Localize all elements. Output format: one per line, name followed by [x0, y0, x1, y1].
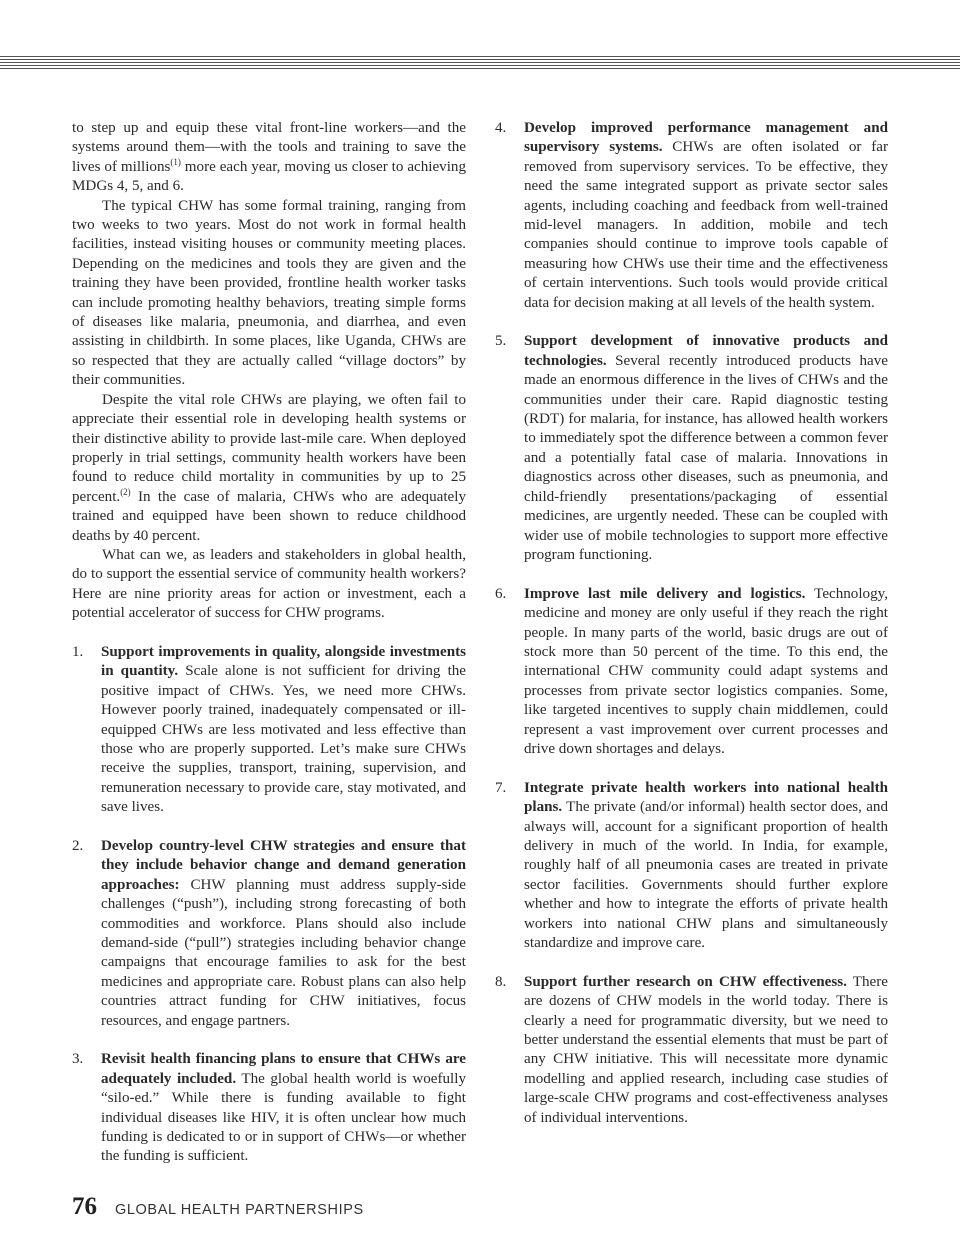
- header-rule: [0, 56, 960, 57]
- list-item: [495, 332, 888, 565]
- header-rule: [0, 62, 960, 63]
- list-item: [72, 643, 466, 818]
- item-title: Support development of innovative products and technologies.: [524, 333, 888, 369]
- item-number: 5.: [495, 333, 507, 350]
- header-rule: [0, 65, 960, 66]
- item-body: Several recently introduced products have made an enormous difference in the lives of CHWs and the communities under their care. Rapid diagnostic testing (RDT) for malaria, for instance, has allowed health workers to immediately spot the difference between a common fever and a potentially fatal case of malaria. Innovations in diagnostics across other diseases, such as pneumonia, and child-friendly presentations/packaging of essential medicines, are urgently needed. These can be coupled with wider use of mobile technologies to support more effective program functioning.: [524, 352, 888, 563]
- right-column: [495, 119, 888, 1128]
- page-footer: [72, 1193, 364, 1227]
- item-number: 4.: [495, 120, 507, 136]
- item-body: The private (and/or informal) health sector does, and always will, account for a significant proportion of health delivery in much of the world. In India, for example, roughly half of all pneumonia cases are treated in private sector facilities. Governments should further explore whether and how to integrate the efforts of private health workers into national CHW plans and simultaneously standardize and improve care.: [524, 799, 888, 952]
- list-item: [495, 119, 888, 313]
- paragraph-vital-role: Despite the vital role CHWs are playing, we often fail to appreciate their essential role in developing health systems or their distinctive ability to provide last-mile care. When deployed properly in trial settings, community health workers have been found to reduce child mortality in communities by up to 25 percent.$^{(2)}$ In the case of malaria, CHWs who are adequately trained and equipped have been shown to reduce childhood deaths by 40 percent.: [72, 391, 466, 544]
- list-item: [495, 973, 888, 1128]
- list-item: [495, 779, 888, 954]
- header-rule: [0, 68, 960, 69]
- item-title: Support improvements in quality, alongside investments in quantity.: [101, 643, 466, 680]
- item-title: Develop improved performance management and supervisory systems.: [524, 120, 888, 156]
- item-title: Develop country-level CHW strategies and ensure that they include behavior change and demand generation approaches:: [101, 838, 466, 893]
- item-title: Support further research on CHW effectiveness.: [524, 973, 847, 990]
- item-body: The global health world is woefully “silo-ed.” While there is funding available to fight individual diseases like HIV, it is often unclear how much funding is dedicated to or in support of CHWs—or whether the funding is sufficient.: [101, 1070, 466, 1165]
- list-item: [72, 837, 466, 1031]
- item-number: 8.: [495, 973, 507, 990]
- paragraph-intro: to step up and equip these vital front-line workers—and the systems around them—with the tools and training to save the lives of millions$^{(1)}$ more each year, moving us closer to achieving MDGs 4, 5, and 6.: [72, 120, 466, 195]
- item-number: 7.: [495, 779, 507, 796]
- footnote-ref: (2): [120, 486, 131, 497]
- item-number: 2.: [72, 838, 84, 854]
- paragraph-priorities: What can we, as leaders and stakeholders in global health, do to support the essential service of community health workers? Here are nine priority areas for action or investment, each a potential accelerator of success for CHW programs.: [72, 546, 466, 622]
- item-number: 1.: [72, 643, 84, 660]
- item-body: CHWs are often isolated or far removed from supervisory services. To be effective, they need the same integrated support as private sector sales agents, including coaching and feedback from well-trained mid-level managers. In addition, mobile and tech companies should continue to improve tools capable of measuring how CHWs use their time and the effectiveness of certain interventions. Such tools would provide critical data for decision making at all levels of the health system.: [524, 139, 888, 311]
- left-column: [72, 119, 466, 1167]
- item-title: Revisit health financing plans to ensure that CHWs are adequately included.: [101, 1051, 466, 1087]
- list-item: [495, 585, 888, 760]
- running-title: GLOBAL HEALTH PARTNERSHIPS: [115, 1202, 364, 1218]
- item-number: 6.: [495, 585, 507, 602]
- item-body: Technology, medicine and money are only useful if they reach the right people. In many parts of the world, basic drugs are out of stock more than 50 percent of the time. To this end, the international CHW community could adapt systems and processes from private sector logistics companies. Some, like targeted incentives to supply chain middlemen, could represent a vast improvement over current processes and drive down shortages and delays.: [524, 585, 888, 757]
- item-body: CHW planning must address supply-side challenges (“push”), including strong forecasting of both commodities and workforce. Plans should also include demand-side (“pull”) strategies including behavior change campaigns that encourage families to ask for the best medicines and appropriate care. Robust plans can also help countries attract funding for CHW initiatives, focus resources, and engage partners.: [101, 876, 466, 1029]
- item-body: Scale alone is not sufficient for driving the positive impact of CHWs. Yes, we need more CHWs. However poorly trained, inadequately compensated or ill-equipped CHWs are less motivated and less effective than those who are properly supported. Let’s make sure CHWs receive the supplies, transport, training, supervision, and remuneration necessary to provide care, stay motivated, and save lives.: [101, 663, 467, 816]
- paragraph-typical-chw: The typical CHW has some formal training, ranging from two weeks to two years. Most do not work in formal health facilities, instead visiting houses or community meeting places. Depending on the medicines and tools they are given and the training they have been provided, frontline health worker tasks can include promoting healthy behaviors, treating simple forms of diseases like malaria, pneumonia, and diarrhea, and even assisting in childbirth. In some places, like Uganda, CHWs are so respected that they are actually called “village doctors” by their communities.: [72, 197, 466, 389]
- page-number: 76: [72, 1193, 97, 1220]
- item-body: There are dozens of CHW models in the world today. There is clearly a need for programmatic diversity, but we need to better understand the essential elements that must be part of any CHW initiative. This will necessitate more dynamic modelling and applied research, including case studies of large-scale CHW programs and cost-effectiveness analyses of individual interventions.: [524, 973, 888, 1126]
- item-number: 3.: [72, 1051, 84, 1068]
- footnote-ref: (1): [170, 156, 181, 167]
- item-title: Integrate private health workers into national health plans.: [524, 779, 888, 816]
- item-title: Improve last mile delivery and logistics.: [524, 585, 806, 602]
- list-item: [72, 1050, 466, 1166]
- header-rule: [0, 59, 960, 60]
